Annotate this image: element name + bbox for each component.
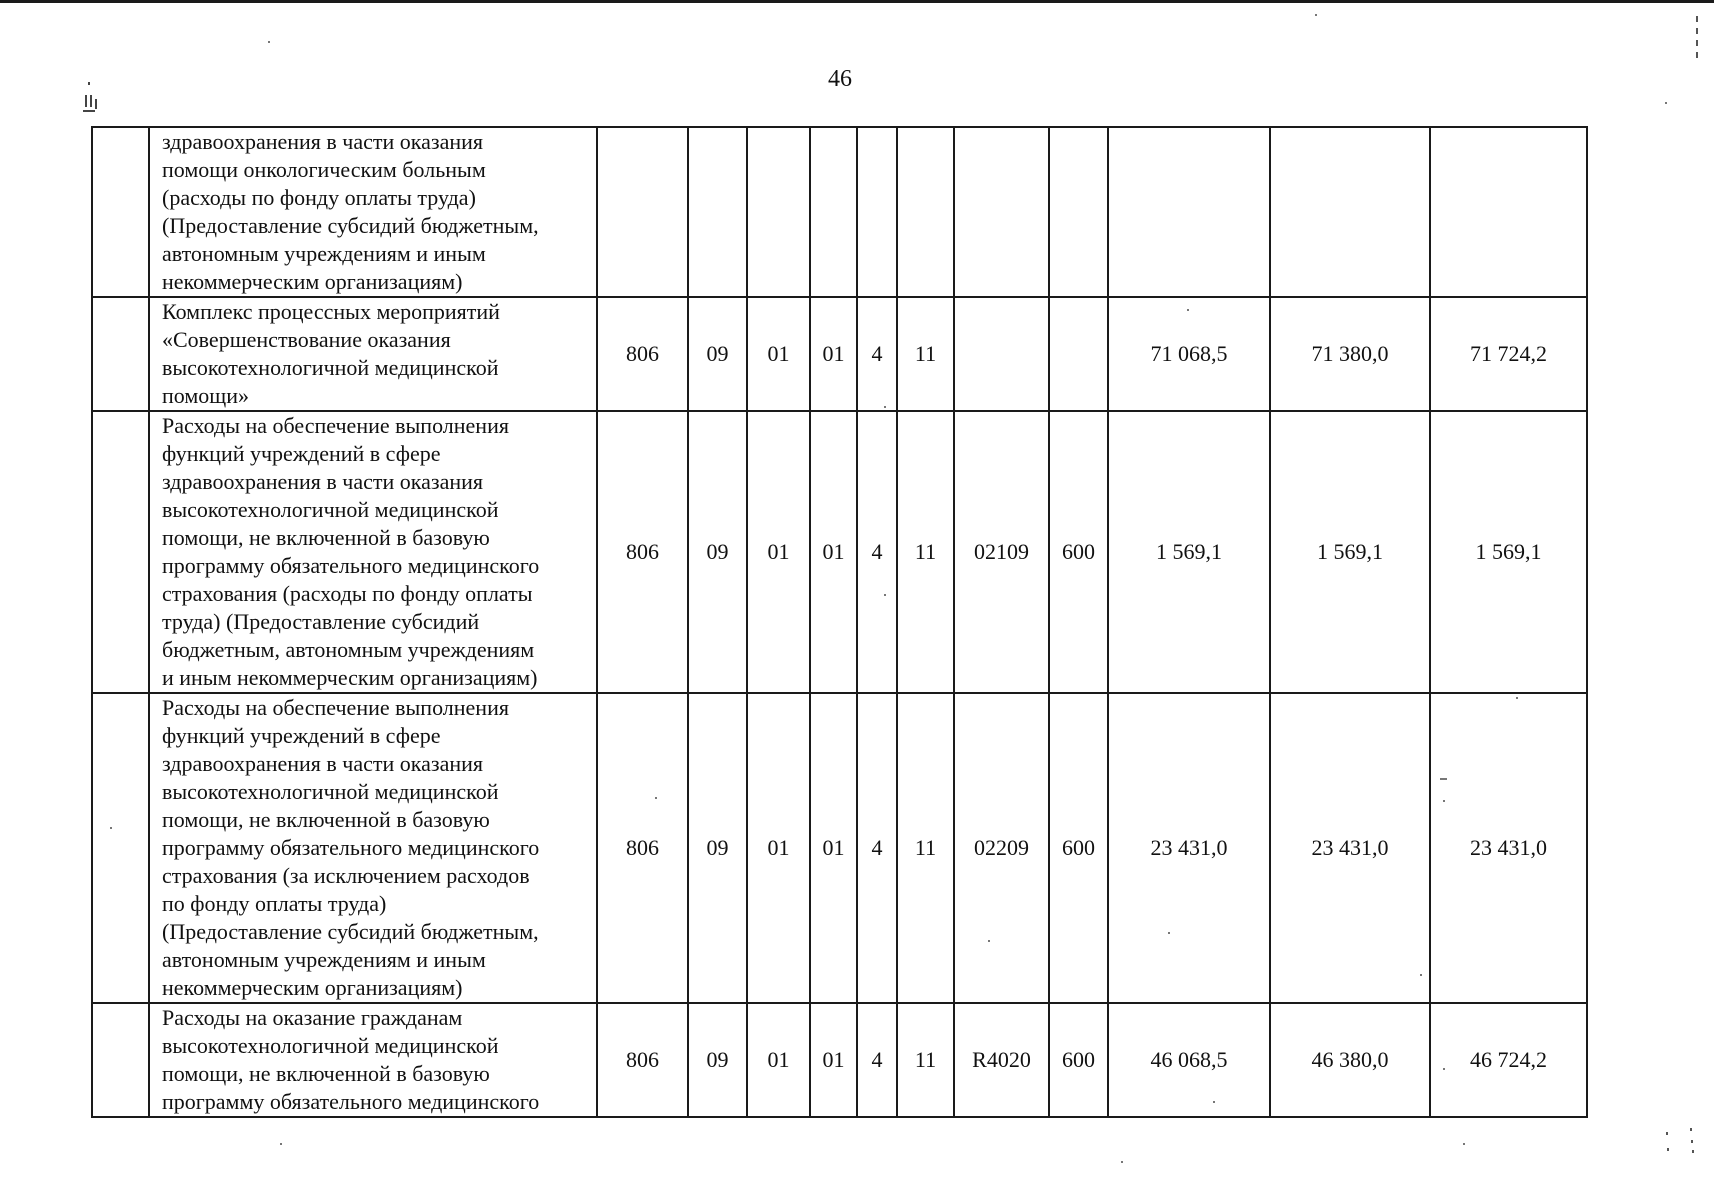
expense-direction-code-cell <box>954 297 1049 411</box>
expense-type-code-cell <box>1049 127 1108 297</box>
right-margin-marks <box>1666 16 1698 1153</box>
ministry-code-cell: 806 <box>597 297 688 411</box>
table-row <box>92 1003 1587 1117</box>
subsection-code-cell <box>747 127 810 297</box>
amount-year-1-cell: 46 068,5 <box>1108 1003 1270 1117</box>
amount-year-3-cell: 46 724,2 <box>1430 1003 1587 1117</box>
structural-element-code-cell: 11 <box>897 411 954 693</box>
program-type-code-cell: 4 <box>857 1003 897 1117</box>
section-code-cell: 09 <box>688 297 747 411</box>
amount-year-3-cell: 1 569,1 <box>1430 411 1587 693</box>
expense-direction-code-cell <box>954 127 1049 297</box>
amount-year-3-cell: 23 431,0 <box>1430 693 1587 1003</box>
expense-direction-code-cell: 02109 <box>954 411 1049 693</box>
expense-name-cell: Расходы на обеспечение выполнения функций учреждений в сфере здравоохранения в части оказания высокотехнологичной медицинской помощи, не включенной в базовую программу обязательного медицинского страхования (за исключением расходов по фонду оплаты труда) (Предоставление субсидий бюджетным, автономным учреждениям и иным некоммерческим организациям) <box>149 693 597 1003</box>
amount-year-2-cell: 23 431,0 <box>1270 693 1430 1003</box>
amount-year-3-cell <box>1430 127 1587 297</box>
structural-element-code-cell: 11 <box>897 297 954 411</box>
expense-type-code-cell: 600 <box>1049 1003 1108 1117</box>
page-number: 46 <box>828 66 852 92</box>
amount-year-2-cell: 1 569,1 <box>1270 411 1430 693</box>
expense-type-code-cell <box>1049 297 1108 411</box>
expense-name-cell: здравоохранения в части оказания помощи онкологическим больным (расходы по фонду оплаты труда) (Предоставление субсидий бюджетным, автономным учреждениям и иным некоммерческим организациям) <box>149 127 597 297</box>
program-code-cell: 01 <box>810 693 857 1003</box>
program-code-cell: 01 <box>810 411 857 693</box>
expense-type-code-cell: 600 <box>1049 693 1108 1003</box>
table-row <box>92 297 1587 411</box>
subsection-code-cell: 01 <box>747 297 810 411</box>
expense-name-cell: Комплекс процессных мероприятий «Совершенствование оказания высокотехнологичной медицинской помощи» <box>149 297 597 411</box>
row-number-cell <box>92 411 149 693</box>
row-number-cell <box>92 297 149 411</box>
section-code-cell: 09 <box>688 1003 747 1117</box>
expense-direction-code-cell: 02209 <box>954 693 1049 1003</box>
amount-year-1-cell: 23 431,0 <box>1108 693 1270 1003</box>
table-body <box>92 127 1587 1117</box>
subsection-code-cell: 01 <box>747 411 810 693</box>
expense-name-cell: Расходы на оказание гражданам высокотехнологичной медицинской помощи, не включенной в базовую программу обязательного медицинского <box>149 1003 597 1117</box>
ministry-code-cell: 806 <box>597 1003 688 1117</box>
program-code-cell: 01 <box>810 1003 857 1117</box>
section-code-cell: 09 <box>688 693 747 1003</box>
table-row <box>92 127 1587 297</box>
subsection-code-cell: 01 <box>747 1003 810 1117</box>
subsection-code-cell: 01 <box>747 693 810 1003</box>
amount-year-1-cell: 1 569,1 <box>1108 411 1270 693</box>
amount-year-3-cell: 71 724,2 <box>1430 297 1587 411</box>
budget-table <box>91 126 1588 1118</box>
section-code-cell <box>688 127 747 297</box>
row-number-cell <box>92 693 149 1003</box>
table-row <box>92 693 1587 1003</box>
program-code-cell: 01 <box>810 297 857 411</box>
program-type-code-cell: 4 <box>857 693 897 1003</box>
amount-year-2-cell <box>1270 127 1430 297</box>
row-number-cell <box>92 127 149 297</box>
expense-type-code-cell: 600 <box>1049 411 1108 693</box>
table-row <box>92 411 1587 693</box>
row-number-cell <box>92 1003 149 1117</box>
ministry-code-cell: 806 <box>597 693 688 1003</box>
amount-year-2-cell: 46 380,0 <box>1270 1003 1430 1117</box>
structural-element-code-cell: 11 <box>897 693 954 1003</box>
ministry-code-cell <box>597 127 688 297</box>
program-type-code-cell <box>857 127 897 297</box>
program-type-code-cell: 4 <box>857 411 897 693</box>
amount-year-2-cell: 71 380,0 <box>1270 297 1430 411</box>
amount-year-1-cell: 71 068,5 <box>1108 297 1270 411</box>
expense-direction-code-cell: R4020 <box>954 1003 1049 1117</box>
program-type-code-cell: 4 <box>857 297 897 411</box>
amount-year-1-cell <box>1108 127 1270 297</box>
section-code-cell: 09 <box>688 411 747 693</box>
structural-element-code-cell <box>897 127 954 297</box>
expense-name-cell: Расходы на обеспечение выполнения функций учреждений в сфере здравоохранения в части оказания высокотехнологичной медицинской помощи, не включенной в базовую программу обязательного медицинского страхования (расходы по фонду оплаты труда) (Предоставление субсидий бюджетным, автономным учреждениям и иным некоммерческим организациям) <box>149 411 597 693</box>
ministry-code-cell: 806 <box>597 411 688 693</box>
structural-element-code-cell: 11 <box>897 1003 954 1117</box>
program-code-cell <box>810 127 857 297</box>
